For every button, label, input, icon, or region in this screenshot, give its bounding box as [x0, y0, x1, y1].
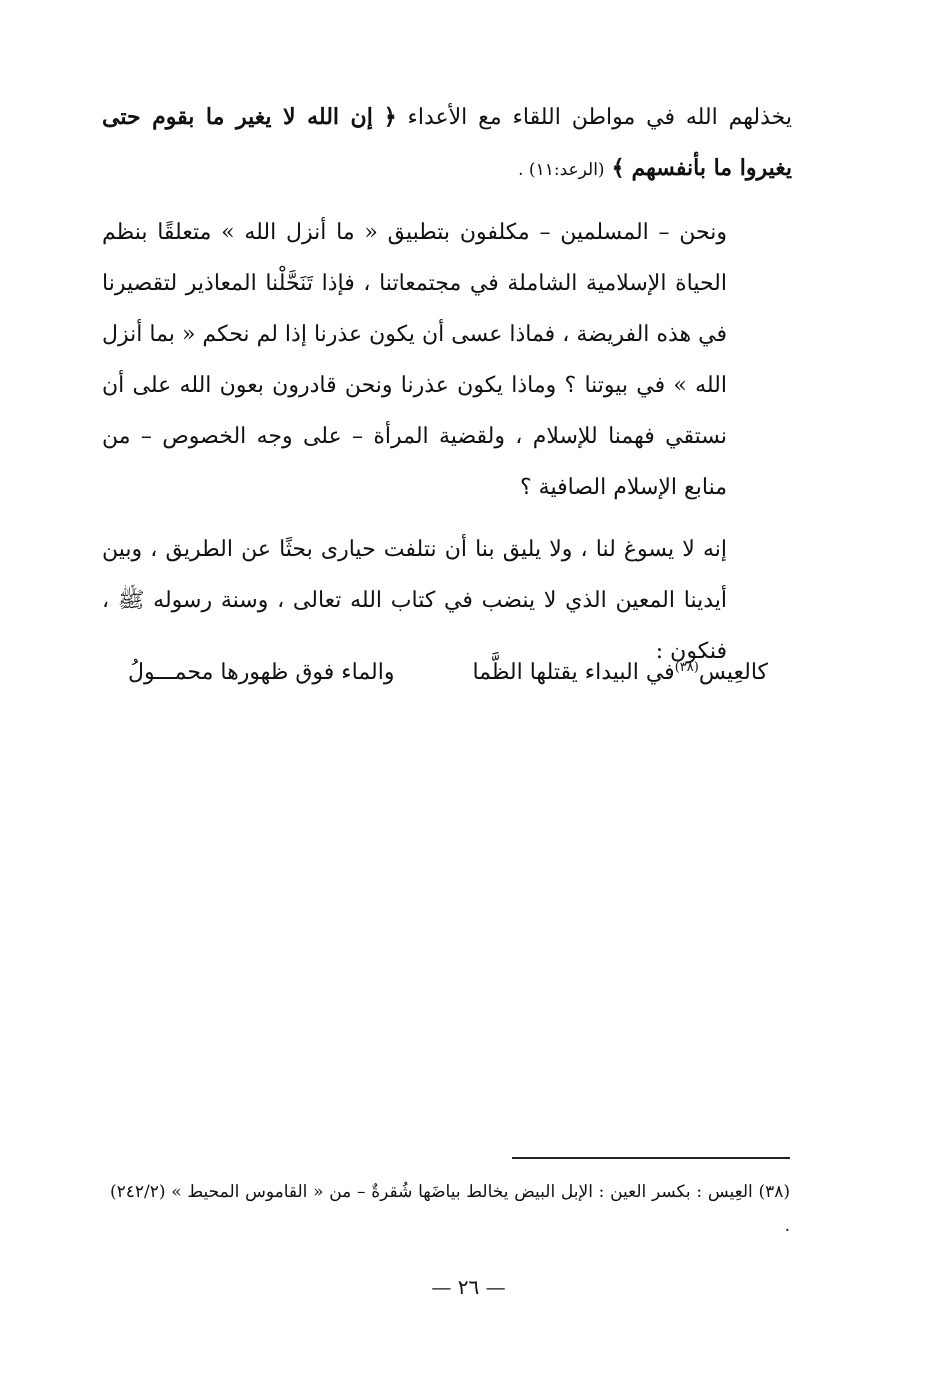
quran-verse: إن الله لا يغير ما بقوم حتى يغيروا ما بأنفسهم [102, 104, 792, 181]
paragraph-3: إنه لا يسوغ لنا ، ولا يليق بنا أن نتلفت حيارى بحثًا عن الطريق ، وبين أيدينا المعين الذي لا ينضب في كتاب الله تعالى ، وسنة رسوله ﷺ ، فنكون : [102, 537, 727, 664]
quran-bracket-close: ﴾ [611, 155, 625, 181]
poem-first-hemistich-end: في البيداء يقتلها الظَّما [472, 660, 675, 685]
poem-verse [128, 660, 768, 710]
quran-bracket-open: ﴿ [383, 104, 397, 130]
footnote-divider [512, 1157, 790, 1159]
footnote: (٣٨) العِيس : بكسر العين : الإبل البيض يخالط بياضَها شُقرةٌ – من « القاموس المحيط » (٢٤٢/٢) . [110, 1182, 790, 1236]
paragraph-2: ونحن – المسلمين – مكلفون بتطبيق « ما أنزل الله » متعلقًا بنظم الحياة الإسلامية الشاملة في مجتمعاتنا ، فإذا تَنَحَّلْنا المعاذير لتقصيرنا في هذه الفريضة ، فماذا عسى أن يكون عذرنا إذا لم نحكم « بما أنزل الله » في بيوتنا ؟ وماذا يكون عذرنا ونحن قادرون بعون الله على أن نستقي فهمنا للإسلام ، ولقضية المرأة – على وجه الخصوص – من منابع الإسلام الصافية ؟ [102, 220, 727, 500]
poem-first-hemistich-start: كالعِيس [698, 660, 768, 685]
footnote-marker: (٣٨) [674, 660, 699, 675]
page-number: — ٢٦ — [431, 1275, 506, 1299]
main-text [102, 92, 792, 677]
poem-first-hemistich [472, 660, 768, 685]
poem-second-hemistich: والماء فوق ظهورها محمـــولُ [128, 660, 395, 685]
paragraph-1-intro: يخذلهم الله في مواطن اللقاء مع الأعداء [407, 105, 792, 130]
paragraph-1 [102, 92, 792, 196]
verse-reference: (الرعد:١١) . [518, 160, 605, 180]
